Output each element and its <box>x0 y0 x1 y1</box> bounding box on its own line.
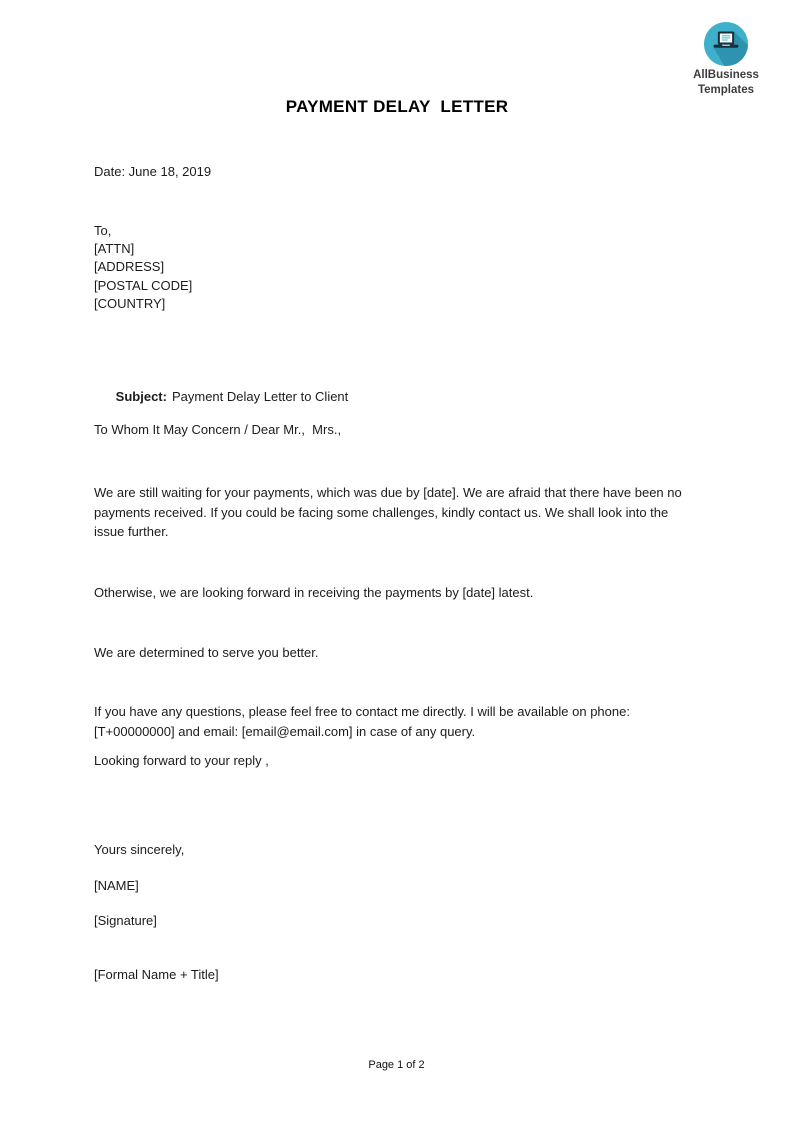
brand-name-line1: AllBusiness <box>693 69 759 81</box>
laptop-hinge-notch <box>722 45 730 46</box>
closing-formal-name-title: [Formal Name + Title] <box>94 967 219 982</box>
brand-logo <box>687 21 765 96</box>
recipient-address-block <box>94 222 192 313</box>
recipient-line-country: [COUNTRY] <box>94 295 166 311</box>
body-paragraph-1: We are still waiting for your payments, which was due by [date]. We are afraid that there have been no payments received. If you could be facing some challenges, kindly contact us. We shall look into the issue further. <box>94 485 686 539</box>
recipient-line-to: To, <box>94 223 112 238</box>
closing-name-placeholder: [NAME] <box>94 878 139 893</box>
date-line: Date: June 18, 2019 <box>94 164 212 179</box>
body-paragraph-3: We are determined to serve you better. <box>94 645 319 660</box>
brand-name-line2: Templates <box>697 83 755 96</box>
laptop-icon <box>703 21 749 67</box>
page-title: PAYMENT DELAY LETTER <box>285 97 509 116</box>
body-paragraph-4: If you have any questions, please feel free to contact me directly. I will be available on phone: [T+00000000] and email: [email@email.com] in case of any query. <box>94 704 634 739</box>
body-paragraph-2: Otherwise, we are looking forward in receiving the payments by [date] latest. <box>94 585 534 600</box>
salutation: To Whom It May Concern / Dear Mr., Mrs., <box>94 422 342 437</box>
closing-valediction: Yours sincerely, <box>94 842 185 857</box>
recipient-line-postal-code: [POSTAL CODE] <box>94 277 193 293</box>
recipient-line-attn: [ATTN] <box>94 241 135 257</box>
page-number: Page 1 of 2 <box>368 1059 425 1071</box>
subject-label: Subject: <box>115 388 167 404</box>
subject-line <box>94 367 348 426</box>
recipient-line-address: [ADDRESS] <box>94 259 165 275</box>
subject-text: Payment Delay Letter to Client <box>171 388 349 404</box>
closing-signature-placeholder: [Signature] <box>94 913 157 928</box>
body-paragraph-5: Looking forward to your reply , <box>94 753 269 768</box>
